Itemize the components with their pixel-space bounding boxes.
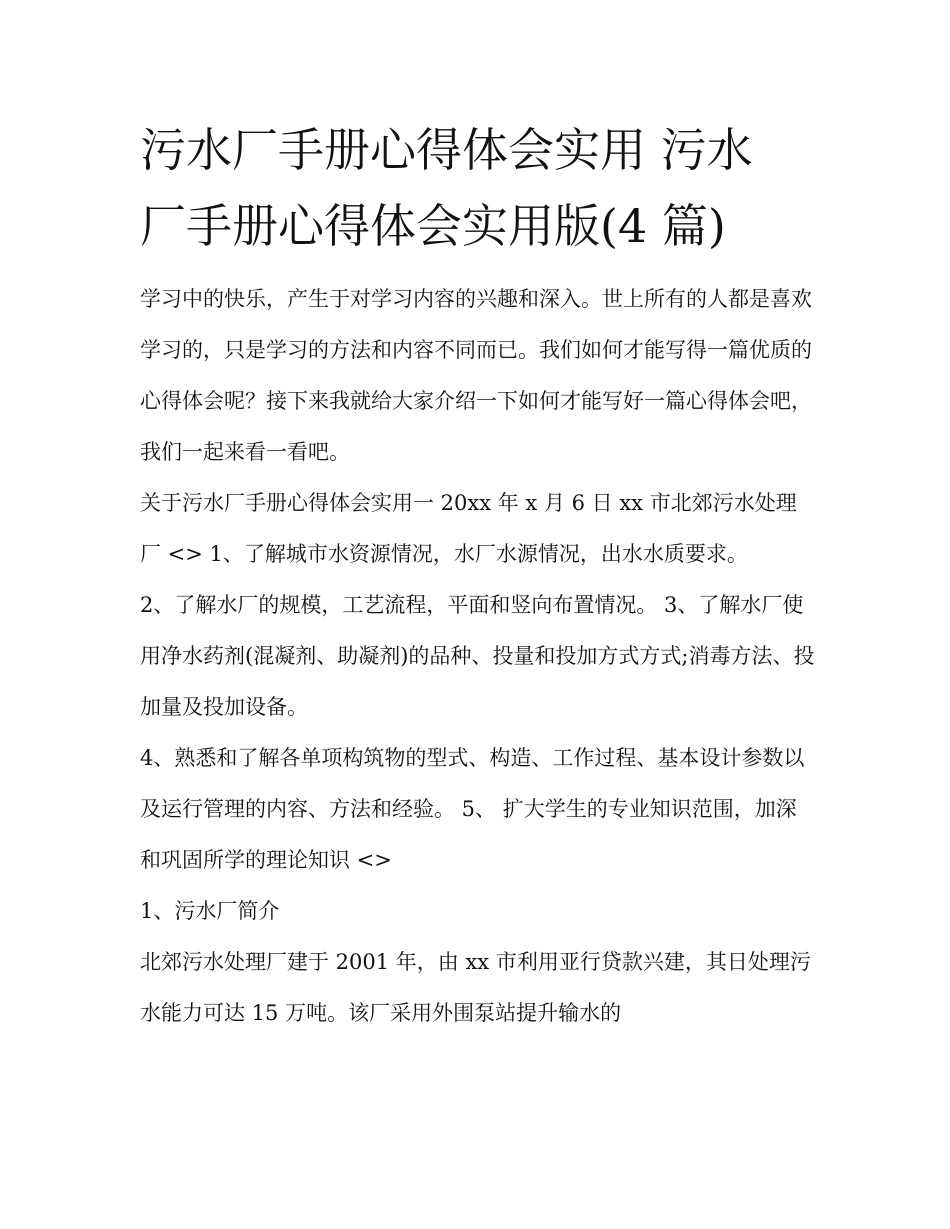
paragraph-visit-info: 关于污水厂手册心得体会实用一 20xx 年 x 月 6 日 xx 市北郊污水处理厂 <> 1、了解城市水资源情况，水厂水源情况，出水水质要求。 — [140, 491, 797, 566]
paragraph-plant-intro: 北郊污水处理厂建于 2001 年，由 xx 市利用亚行贷款兴建，其日处理污水能力可达 15 万吨。该厂采用外围泵站提升输水的 — [140, 950, 811, 1025]
paragraph-intro: 学习中的快乐，产生于对学习内容的兴趣和深入。世上所有的人都是喜欢学习的，只是学习的方法和内容不同而已。我们如何才能写得一篇优质的心得体会呢？接下来我就给大家介绍一下如何才能写好一篇心得体会吧，我们一起来看一看吧。 — [140, 287, 812, 464]
title-line-2: 厂手册心得体会实用版(4 篇) — [140, 199, 726, 253]
document-title — [140, 112, 815, 264]
paragraph-item-2-3: 2、了解水厂的规模，工艺流程，平面和竖向布置情况。 3、了解水厂使用净水药剂(混凝剂、助凝剂)的品种、投量和投加方式方式;消毒方法、投加量及投加设备。 — [140, 593, 815, 719]
document-body — [140, 112, 815, 1039]
title-line-1: 污水厂手册心得体会实用 污水 — [140, 123, 753, 177]
section-heading-plant-intro: 1、污水厂简介 — [140, 899, 280, 923]
paragraph-item-4-5: 4、熟悉和了解各单项构筑物的型式、构造、工作过程、基本设计参数以及运行管理的内容、方法和经验。 5、 扩大学生的专业知识范围，加深和巩固所学的理论知识 <> — [140, 746, 805, 872]
